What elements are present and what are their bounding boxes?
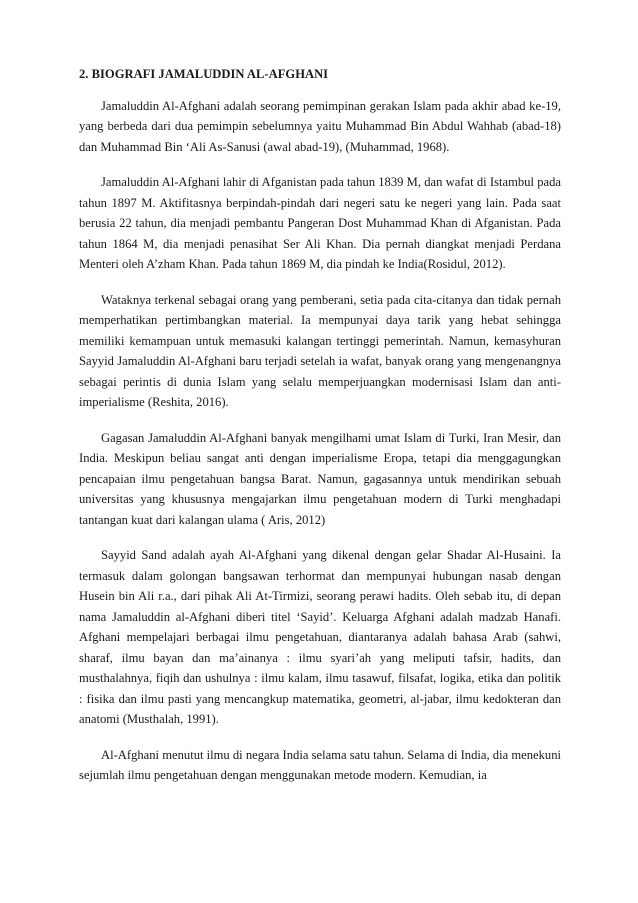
paragraph-5: Sayyid Sand adalah ayah Al-Afghani yang dikenal dengan gelar Shadar Al-Husaini. Ia termasuk dalam golongan bangsawan terhormat dan mempunyai hubungan nasab dengan Husein bin Ali r.a., dari pihak Ali At-Tirmizi, seorang perawi hadits. Oleh sebab itu, di depan nama Jamaluddin al-Afghani diberi titel ‘Sayid’. Keluarga Afghani adalah madzab Hanafi. Afghani mempelajari berbagai ilmu pengetahuan, diantaranya adalah bahasa Arab (sahwi, sharaf, ilmu bayan dan ma’ainanya : ilmu syari’ah yang meliputi tafsir, hadits, dan musthalahnya, fiqih dan ushulnya : ilmu kalam, ilmu tasawuf, filsafat, logika, etika dan politik : fisika dan ilmu pasti yang mencangkup matematika, geometri, al-jabar, ilmu kedokteran dan anatomi (Musthalah, 1991). bbox=[79, 548, 561, 726]
paragraph-6: Al-Afghani menutut ilmu di negara India selama satu tahun. Selama di India, dia menekuni sejumlah ilmu pengetahuan dengan menggunakan metode modern. Kemudian, ia bbox=[79, 747, 561, 782]
paragraph-2: Jamaluddin Al-Afghani lahir di Afganistan pada tahun 1839 M, dan wafat di Istambul pada tahun 1897 M. Aktifitasnya berpindah-pindah dari negeri satu ke negeri yang lain. Pada saat berusia 22 tahun, dia menjadi pembantu Pangeran Dost Muhammad Khan di Afganistan. Pada tahun 1864 M, dia menjadi penasihat Ser Ali Khan. Dia pernah diangkat menjadi Perdana Menteri oleh A’zham Khan. Pada tahun 1869 M, dia pindah ke India(Rosidul, 2012). bbox=[79, 175, 561, 271]
paragraph-3: Wataknya terkenal sebagai orang yang pemberani, setia pada cita-citanya dan tidak pernah memperhatikan pertimbangkan material. Ia mempunyai daya tarik yang hebat sehingga memiliki kemampuan untuk memasuki kalangan tertinggi pemerintah. Namun, kemasyhuran Sayyid Jamaluddin Al-Afghani baru terjadi setelah ia wafat, banyak orang yang mengenangnya sebagai perintis di dunia Islam yang selalu memperjuangkan modernisasi Islam dan anti-imperialisme (Reshita, 2016). bbox=[79, 292, 561, 409]
paragraph-4: Gagasan Jamaluddin Al-Afghani banyak mengilhami umat Islam di Turki, Iran Mesir, dan India. Meskipun beliau sangat anti dengan imperialisme Eropa, tetapi dia menggagungkan pencapaian ilmu pengetahuan bangsa Barat. Namun, gagasannya untuk mendirikan sebuah universitas yang khususnya mengajarkan ilmu pengetahuan modern di Turki menghadapi tantangan kuat dari kalangan ulama ( Aris, 2012) bbox=[79, 430, 561, 527]
paragraph-1: Jamaluddin Al-Afghani adalah seorang pemimpinan gerakan Islam pada akhir abad ke-19, yang berbeda dari dua pemimpin sebelumnya yaitu Muhammad Bin Abdul Wahhab (abad-18) dan Muhammad Bin ‘Ali As-Sanusi (awal abad-19), (Muhammad, 1968). bbox=[79, 98, 561, 154]
section-heading: 2. BIOGRAFI JAMALUDDIN AL-AFGHANI bbox=[79, 67, 329, 81]
document-body bbox=[79, 64, 561, 801]
